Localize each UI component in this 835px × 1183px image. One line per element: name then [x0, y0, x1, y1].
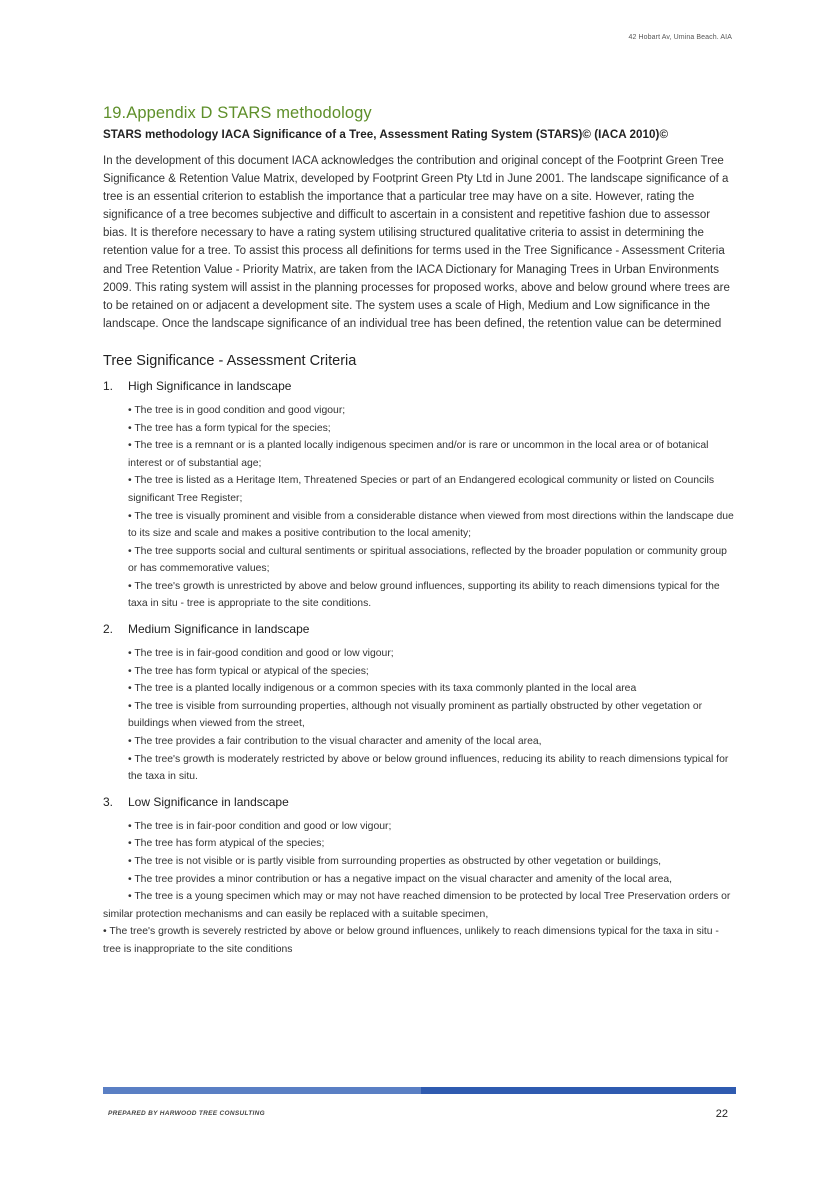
list-item: • The tree has form typical or atypical of the species; — [128, 665, 369, 677]
list-item: • The tree has a form typical for the species; — [128, 422, 331, 434]
low-significance-title: Low Significance in landscape — [128, 794, 289, 809]
section-title: 19.Appendix D STARS methodology — [103, 104, 372, 122]
list-item: • The tree is in good condition and good vigour; — [128, 404, 346, 416]
footer-bar — [103, 1087, 736, 1094]
list-item: • The tree is in fair-good condition and good or low vigour; — [128, 648, 394, 660]
list-item: • The tree has form atypical of the species; — [128, 838, 325, 850]
list-item: • The tree is a remnant or is a planted locally indigenous specimen and/or is rare or uncommon in the local area or of botanical interest or of substantial age; — [128, 440, 709, 469]
section-subtitle: STARS methodology IACA Significance of a Tree, Assessment Rating System (STARS)© (IACA 2010)© — [103, 128, 669, 141]
footer-bar-segment — [103, 1087, 421, 1094]
list-item: • The tree provides a fair contribution to the visual character and amenity of the local area, — [128, 736, 542, 748]
high-significance-list — [103, 402, 736, 613]
low-significance-heading — [103, 795, 736, 809]
list-item: • The tree is visible from surrounding properties, although not visually prominent as partially obstructed by other vegetation or buildings when viewed from the street, — [128, 700, 703, 730]
document-body — [103, 104, 736, 968]
medium-significance-list — [103, 645, 736, 786]
low-significance-section — [103, 795, 736, 959]
high-significance-number: 1. — [103, 378, 114, 393]
high-significance-heading — [103, 379, 736, 393]
medium-significance-title: Medium Significance in landscape — [128, 622, 310, 637]
footer-prepared-by: PREPARED BY HARWOOD TREE CONSULTING — [108, 1110, 266, 1117]
list-item: • The tree is listed as a Heritage Item, Threatened Species or part of an Endangered ecological community or listed on Councils significant Tree Register; — [128, 475, 715, 504]
medium-significance-heading — [103, 622, 736, 636]
low-significance-list — [103, 818, 736, 959]
criteria-heading: Tree Significance - Assessment Criteria — [103, 352, 357, 369]
list-item: • The tree is a planted locally indigenous or a common species with its taxa commonly planted in the local area — [128, 683, 637, 695]
list-item: • The tree's growth is moderately restricted by above or below ground influences, reducing its ability to reach dimensions typical for the taxa in situ. — [128, 753, 729, 783]
list-item: • The tree's growth is unrestricted by above and below ground influences, supporting its ability to reach dimensions typical for the taxa in situ - tree is appropriate to the site conditions. — [128, 580, 720, 610]
medium-significance-number: 2. — [103, 622, 114, 637]
list-item: • The tree supports social and cultural sentiments or spiritual associations, reflected by the broader population or community group or has commemorative values; — [128, 545, 727, 575]
header-address: 42 Hobart Av, Umina Beach. AIA — [628, 34, 732, 41]
list-item: • The tree is not visible or is partly visible from surrounding properties as obstructed by other vegetation or buildings, — [128, 856, 662, 867]
high-significance-section — [103, 379, 736, 613]
intro-paragraph: In the development of this document IACA acknowledges the contribution and original concept of the Footprint Green Tree Significance & Retention Value Matrix, developed by Footprint Green Pty Ltd in June 2001. The landscape significance of a tree is an essential criterion to establish the importance that a particular tree may have on a site. However, rating the significance of a tree becomes subjective and difficult to ascertain in a consistent and repetitive fashion due to assessor bias. It is therefore necessary to have a rating system utilising structured qualitative criteria to assist in determining the retention value for a tree. To assist this process all definitions for terms used in the Tree Significance - Assessment Criteria and Tree Retention Value - Priority Matrix, are taken from the IACA Dictionary for Managing Trees in Urban Environments 2009. This rating system will assist in the planning processes for proposed works, above and below ground where trees are to be retained on or adjacent a development site. The system uses a scale of High, Medium and Low significance in the landscape. Once the landscape significance of an individual tree has been defined, the retention value can be determined — [103, 155, 730, 330]
list-item: • The tree is a young specimen which may or may not have reached dimension to be protected by local Tree Preservation orders or similar protection mechanisms and can easily be replaced with a suitable specimen, — [103, 891, 731, 920]
medium-significance-section — [103, 622, 736, 786]
list-item: • The tree is in fair-poor condition and good or low vigour; — [128, 820, 392, 832]
page-number: 22 — [715, 1108, 728, 1120]
list-item: • The tree provides a minor contribution or has a negative impact on the visual character and amenity of the local area, — [128, 873, 673, 885]
list-item: • The tree is visually prominent and visible from a considerable distance when viewed from most directions within the landscape due to its size and scale and makes a positive contribution to the local amenity; — [128, 510, 734, 540]
low-significance-number: 3. — [103, 794, 114, 809]
high-significance-title: High Significance in landscape — [128, 378, 292, 393]
list-item: • The tree's growth is severely restricted by above or below ground influences, unlikely to reach dimensions typical for the taxa in situ - tree is inappropriate to the site conditions — [103, 926, 719, 955]
